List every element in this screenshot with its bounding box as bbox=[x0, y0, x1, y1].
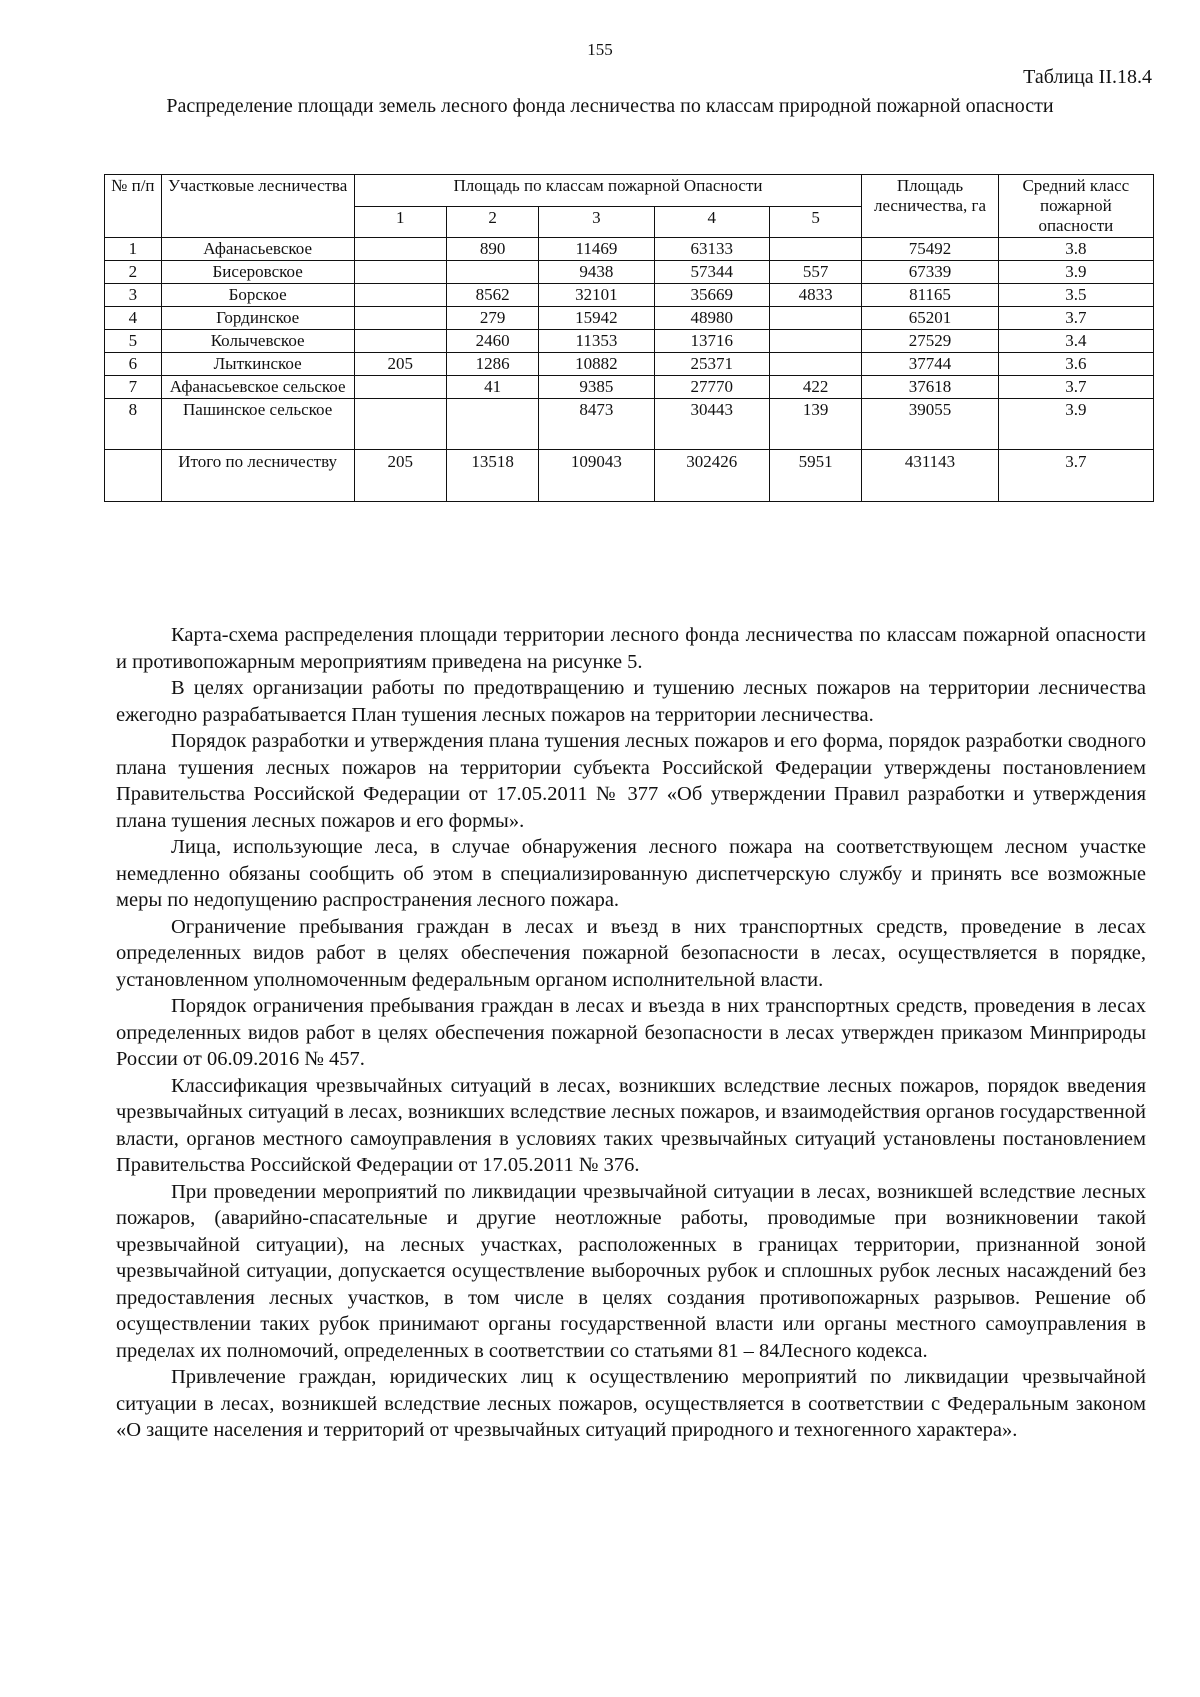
row-name: Гординское bbox=[161, 307, 354, 330]
header-class-1: 1 bbox=[354, 206, 446, 238]
total-area-value: 37744 bbox=[862, 353, 998, 376]
avg-class-value: 3.4 bbox=[998, 330, 1153, 353]
row-num: 6 bbox=[105, 353, 162, 376]
class-1-value bbox=[354, 284, 446, 307]
class-5-value bbox=[769, 330, 861, 353]
class-5-value: 557 bbox=[769, 261, 861, 284]
class-1-value bbox=[354, 261, 446, 284]
row-name: Колычевское bbox=[161, 330, 354, 353]
table-header-row bbox=[105, 175, 1154, 207]
row-name: Итого по лесничеству bbox=[161, 450, 354, 502]
class-1-value: 205 bbox=[354, 353, 446, 376]
avg-class-value: 3.7 bbox=[998, 307, 1153, 330]
class-4-value: 48980 bbox=[654, 307, 769, 330]
class-1-value bbox=[354, 399, 446, 450]
class-1-value bbox=[354, 307, 446, 330]
row-name: Лыткинское bbox=[161, 353, 354, 376]
row-name: Афанасьевское bbox=[161, 238, 354, 261]
class-5-value bbox=[769, 307, 861, 330]
class-2-value: 13518 bbox=[446, 450, 538, 502]
row-num: 8 bbox=[105, 399, 162, 450]
paragraph: Привлечение граждан, юридических лиц к осуществлению мероприятий по ликвидации чрезвычайной ситуации в лесах, возникшей вследствие лесных пожаров, осуществляется в соответствии с Федеральным законом «О защите населения и территорий от чрезвычайных ситуаций природного и техногенного характера». bbox=[116, 1366, 1146, 1441]
row-num: 3 bbox=[105, 284, 162, 307]
page-number: 155 bbox=[587, 40, 613, 59]
class-4-value: 13716 bbox=[654, 330, 769, 353]
total-area-value: 67339 bbox=[862, 261, 998, 284]
class-4-value: 30443 bbox=[654, 399, 769, 450]
row-num: 2 bbox=[105, 261, 162, 284]
class-4-value: 302426 bbox=[654, 450, 769, 502]
table-row bbox=[105, 261, 1154, 284]
table-row bbox=[105, 399, 1154, 450]
avg-class-value: 3.8 bbox=[998, 238, 1153, 261]
class-4-value: 25371 bbox=[654, 353, 769, 376]
row-name: Пашинское сельское bbox=[161, 399, 354, 450]
row-num: 1 bbox=[105, 238, 162, 261]
avg-class-value: 3.5 bbox=[998, 284, 1153, 307]
avg-class-value: 3.7 bbox=[998, 376, 1153, 399]
total-area-value: 39055 bbox=[862, 399, 998, 450]
row-num: 5 bbox=[105, 330, 162, 353]
row-num: 4 bbox=[105, 307, 162, 330]
row-num bbox=[105, 450, 162, 502]
class-2-value: 1286 bbox=[446, 353, 538, 376]
class-5-value: 5951 bbox=[769, 450, 861, 502]
class-5-value: 422 bbox=[769, 376, 861, 399]
avg-class-value: 3.6 bbox=[998, 353, 1153, 376]
class-3-value: 9438 bbox=[539, 261, 654, 284]
class-5-value: 139 bbox=[769, 399, 861, 450]
table-row bbox=[105, 284, 1154, 307]
class-4-value: 57344 bbox=[654, 261, 769, 284]
class-3-value: 8473 bbox=[539, 399, 654, 450]
class-5-value bbox=[769, 353, 861, 376]
avg-class-value: 3.7 bbox=[998, 450, 1153, 502]
total-area-value: 75492 bbox=[862, 238, 998, 261]
header-total-area: Площадь лесничества, га bbox=[862, 175, 998, 238]
class-2-value: 8562 bbox=[446, 284, 538, 307]
paragraph: Карта-схема распределения площади территории лесного фонда лесничества по классам пожарной опасности и противопожарным мероприятиям приведена на рисунке 5. bbox=[116, 624, 1146, 673]
class-3-value: 15942 bbox=[539, 307, 654, 330]
paragraph: При проведении мероприятий по ликвидации чрезвычайной ситуации в лесах, возникшей вследствие лесных пожаров, (аварийно-спасательные и другие неотложные работы, проводимые при возникновении такой чрезвычайной ситуации), на лесных участках, расположенных в границах территории, признанной зоной чрезвычайной ситуации, допускается осуществление выборочных рубок и сплошных рубок лесных насаждений без предоставления лесных участков, в том числе в целях создания противопожарных разрывов. Решение об осуществлении таких рубок принимают органы государственной власти или органы местного самоуправления в пределах их полномочий, определенных в соответствии со статьями 81 – 84Лесного кодекса. bbox=[116, 1180, 1146, 1362]
header-class-5: 5 bbox=[769, 206, 861, 238]
header-forestry: Участковые лесничества bbox=[161, 175, 354, 238]
body-text bbox=[116, 622, 1146, 1444]
paragraph: В целях организации работы по предотвращению и тушению лесных пожаров на территории лесничества ежегодно разрабатывается План тушения лесных пожаров на территории лесничества. bbox=[116, 677, 1146, 726]
row-name: Афанасьевское сельское bbox=[161, 376, 354, 399]
table-label: Таблица II.18.4 bbox=[1023, 66, 1152, 88]
fire-danger-table bbox=[104, 174, 1154, 502]
class-3-value: 10882 bbox=[539, 353, 654, 376]
class-3-value: 32101 bbox=[539, 284, 654, 307]
paragraph: Порядок разработки и утверждения плана тушения лесных пожаров и его форма, порядок разработки сводного плана тушения лесных пожаров на территории субъекта Российской Федерации утверждены постановлением Правительства Российской Федерации от 17.05.2011 № 377 «Об утверждении Правил разработки и утверждения плана тушения лесных пожаров и его формы». bbox=[116, 730, 1146, 832]
table-body bbox=[105, 238, 1154, 502]
class-3-value: 109043 bbox=[539, 450, 654, 502]
class-2-value bbox=[446, 399, 538, 450]
table-row bbox=[105, 238, 1154, 261]
total-area-value: 81165 bbox=[862, 284, 998, 307]
header-avg-class: Средний класс пожарной опасности bbox=[998, 175, 1153, 238]
total-area-value: 37618 bbox=[862, 376, 998, 399]
header-class-2: 2 bbox=[446, 206, 538, 238]
class-5-value bbox=[769, 238, 861, 261]
table-total-row bbox=[105, 450, 1154, 502]
class-2-value bbox=[446, 261, 538, 284]
paragraph: Лица, использующие леса, в случае обнаружения лесного пожара на соответствующем лесном участке немедленно обязаны сообщить об этом в специализированную диспетчерскую службу и принять все возможные меры по недопущению распространения лесного пожара. bbox=[116, 836, 1146, 911]
row-name: Бисеровское bbox=[161, 261, 354, 284]
class-3-value: 9385 bbox=[539, 376, 654, 399]
paragraph: Ограничение пребывания граждан в лесах и въезд в них транспортных средств, проведение в лесах определенных видов работ в целях обеспечения пожарной безопасности в лесах, осуществляется в порядке, установленном уполномоченным федеральным органом исполнительной власти. bbox=[116, 915, 1146, 991]
class-4-value: 35669 bbox=[654, 284, 769, 307]
header-class-3: 3 bbox=[539, 206, 654, 238]
paragraph: Классификация чрезвычайных ситуаций в лесах, возникших вследствие лесных пожаров, порядок введения чрезвычайных ситуаций в лесах, возникших вследствие лесных пожаров, и взаимодействия органов государственной власти, органов местного самоуправления в условиях таких чрезвычайных ситуаций установлены постановлением Правительства Российской Федерации от 17.05.2011 № 376. bbox=[116, 1074, 1146, 1176]
total-area-value: 431143 bbox=[862, 450, 998, 502]
table-row bbox=[105, 330, 1154, 353]
class-1-value bbox=[354, 376, 446, 399]
avg-class-value: 3.9 bbox=[998, 399, 1153, 450]
avg-class-value: 3.9 bbox=[998, 261, 1153, 284]
class-1-value bbox=[354, 330, 446, 353]
class-4-value: 27770 bbox=[654, 376, 769, 399]
total-area-value: 27529 bbox=[862, 330, 998, 353]
class-2-value: 41 bbox=[446, 376, 538, 399]
table-row bbox=[105, 376, 1154, 399]
header-num: № п/п bbox=[105, 175, 162, 238]
row-num: 7 bbox=[105, 376, 162, 399]
class-3-value: 11353 bbox=[539, 330, 654, 353]
class-3-value: 11469 bbox=[539, 238, 654, 261]
class-2-value: 890 bbox=[446, 238, 538, 261]
class-2-value: 2460 bbox=[446, 330, 538, 353]
row-name: Борское bbox=[161, 284, 354, 307]
paragraph: Порядок ограничения пребывания граждан в лесах и въезда в них транспортных средств, проведения в лесах определенных видов работ в целях обеспечения пожарной безопасности в лесах утвержден приказом Минприроды России от 06.09.2016 № 457. bbox=[116, 995, 1146, 1070]
table-title: Распределение площади земель лесного фонда лесничества по классам природной пожарной опасности bbox=[166, 95, 1054, 117]
class-5-value: 4833 bbox=[769, 284, 861, 307]
total-area-value: 65201 bbox=[862, 307, 998, 330]
class-2-value: 279 bbox=[446, 307, 538, 330]
class-1-value bbox=[354, 238, 446, 261]
class-1-value: 205 bbox=[354, 450, 446, 502]
table-row bbox=[105, 307, 1154, 330]
header-class-4: 4 bbox=[654, 206, 769, 238]
header-area-by-class: Площадь по классам пожарной Опасности bbox=[354, 175, 862, 207]
class-4-value: 63133 bbox=[654, 238, 769, 261]
table-row bbox=[105, 353, 1154, 376]
